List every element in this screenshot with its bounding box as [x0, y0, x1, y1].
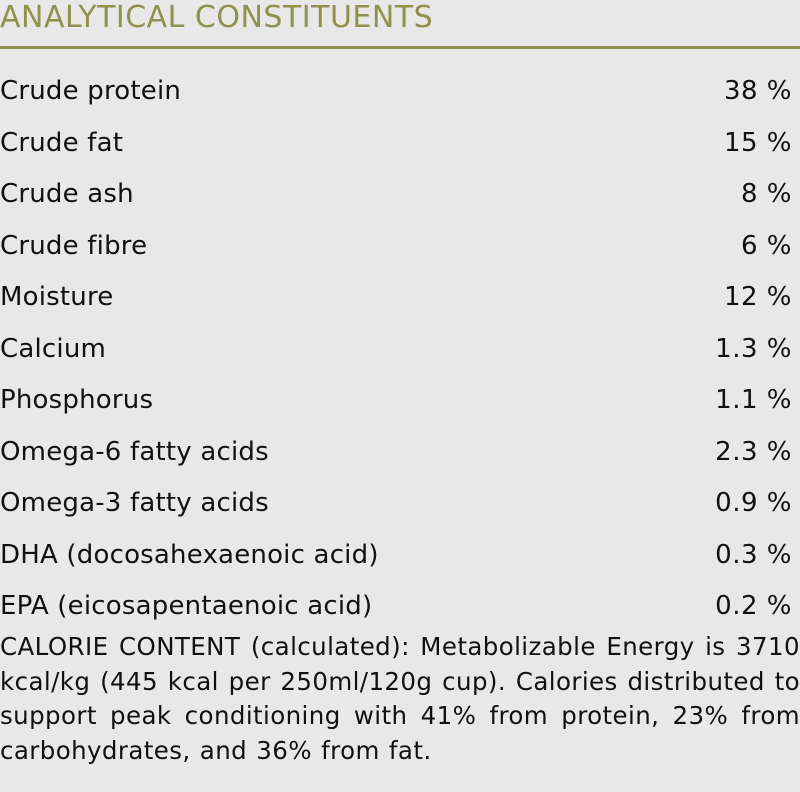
constituent-label: Moisture	[0, 282, 114, 312]
constituent-row	[0, 221, 792, 273]
calorie-content-text: CALORIE CONTENT (calculated): Metabolizable Energy is 3710 kcal/kg (445 kcal per 250ml/120g cup). Calories distributed to support peak conditioning with 41% from protein, 23% from carbohydrates, and 36% from fat.	[0, 632, 800, 765]
constituent-row	[0, 581, 792, 633]
constituent-value: 0.9 %	[715, 488, 792, 518]
section-heading: ANALYTICAL CONSTITUENTS	[0, 0, 434, 35]
constituent-row	[0, 324, 792, 376]
constituent-row	[0, 427, 792, 479]
constituent-label: EPA (eicosapentaenoic acid)	[0, 591, 373, 621]
constituent-row	[0, 169, 792, 221]
constituent-label: Phosphorus	[0, 385, 154, 415]
constituents-list	[0, 66, 792, 633]
constituent-row	[0, 530, 792, 582]
constituent-row	[0, 478, 792, 530]
constituent-row	[0, 66, 792, 118]
constituent-label: Crude fibre	[0, 230, 148, 261]
constituent-value: 8 %	[740, 179, 792, 209]
constituent-label: Omega-3 fatty acids	[0, 488, 269, 518]
constituent-row	[0, 118, 792, 170]
constituent-value: 1.3 %	[715, 333, 792, 364]
constituent-value: 15 %	[723, 127, 792, 158]
constituent-label: DHA (docosahexaenoic acid)	[0, 539, 379, 570]
constituent-label: Crude ash	[0, 179, 134, 209]
constituent-value: 0.3 %	[715, 539, 792, 570]
constituent-value: 0.2 %	[715, 591, 792, 621]
constituent-label: Crude fat	[0, 127, 124, 158]
constituent-label: Crude protein	[0, 76, 182, 106]
constituent-value: 2.3 %	[715, 436, 792, 467]
constituent-label: Calcium	[0, 333, 107, 364]
constituent-label: Omega-6 fatty acids	[0, 436, 269, 467]
constituent-value: 6 %	[740, 230, 792, 261]
constituent-row	[0, 375, 792, 427]
constituent-value: 1.1 %	[715, 385, 792, 415]
constituent-value: 38 %	[723, 76, 792, 106]
constituent-value: 12 %	[723, 282, 792, 312]
heading-divider	[0, 46, 800, 49]
constituent-row	[0, 272, 792, 324]
